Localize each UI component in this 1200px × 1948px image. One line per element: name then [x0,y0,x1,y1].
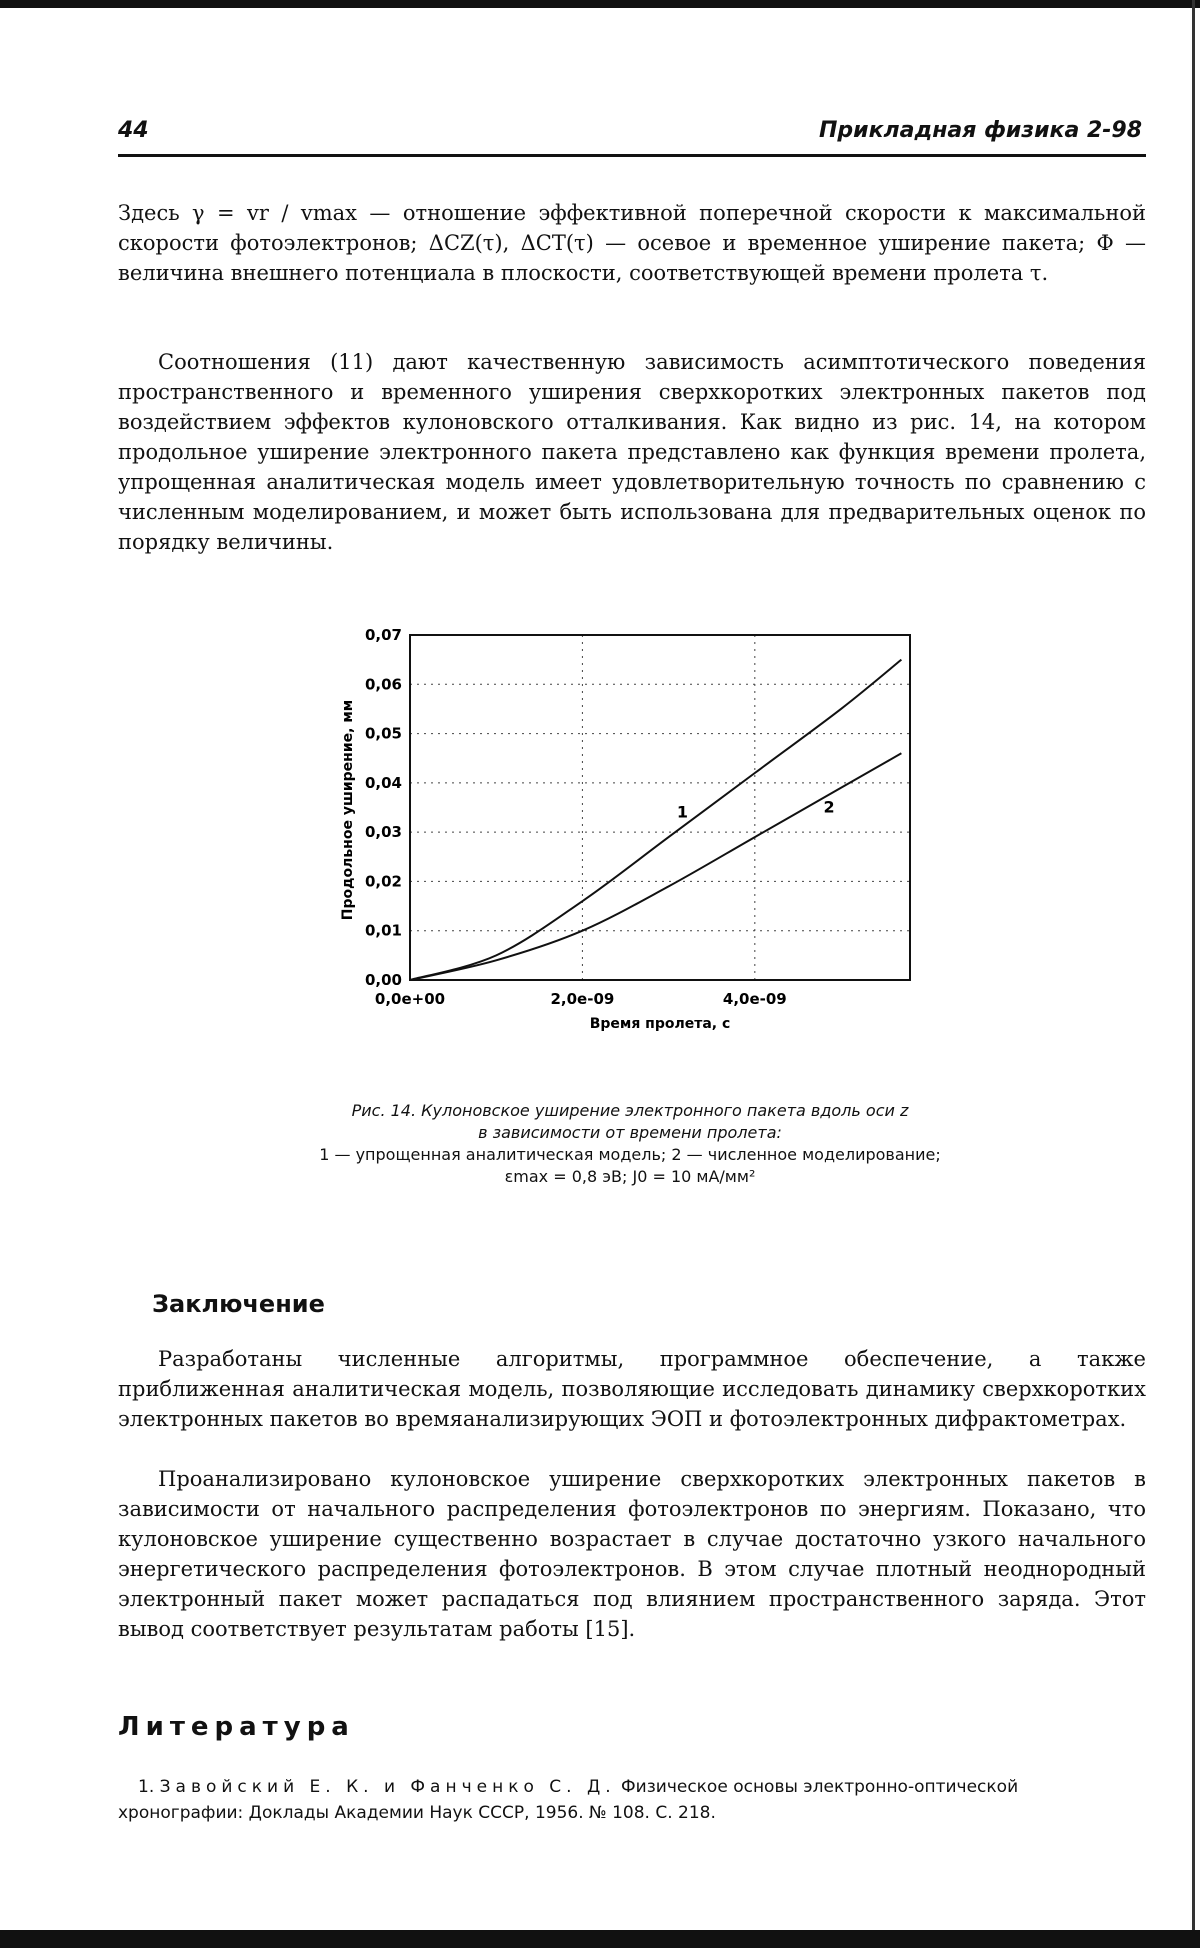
y-axis-label: Продольное уширение, мм [340,699,356,921]
x-tick-label: 0,0e+00 [374,990,446,1008]
conclusion-paragraph-2: Проанализировано кулоновское уширение сверхкоротких электронных пакетов в зависимости от начального распределения фотоэлектронов по энергиям. Показано, что кулоновское уширение существенно возрастает в случае достаточно узкого начального энергетического распределения фотоэлектронов. В этом случае плотный неоднородный электронный пакет может распадаться под влиянием пространственного заряда. Этот вывод соответствует результатам работы [15]. [118,1467,1146,1641]
y-tick-label: 0,03 [364,823,402,842]
y-tick-label: 0,06 [364,675,402,694]
caption-line-4: εmax = 0,8 эВ; J0 = 10 мА/мм² [504,1167,756,1186]
y-tick-label: 0,04 [364,773,402,792]
series-label-2: 2 [823,797,835,817]
y-tick-labels [365,626,402,989]
y-tick-label: 0,00 [364,971,402,989]
scan-border-bottom [0,1930,1200,1948]
journal-title: Прикладная физика 2-98 [819,118,1142,143]
reference-item [118,1774,1146,1826]
y-tick-label: 0,01 [364,921,402,940]
conclusion-heading: Заключение [152,1290,325,1318]
series-label-1: 1 [676,802,689,822]
figure-caption [220,1100,1040,1188]
caption-line-3: 1 — упрощенная аналитическая модель; 2 — численное моделирование; [319,1145,941,1164]
x-tick-label: 4,0e-09 [722,990,787,1008]
paragraph-relations: Соотношения (11) дают качественную зависимость асимптотического поведения пространственного и временного уширения сверхкоротких электронных пакетов под воздействием эффектов кулоновского отталкивания. Как видно из рис. 14, на котором продольное уширение электронного пакета представлено как функция времени пролета, упрощенная аналитическая модель имеет удовлетворительную точность по сравнению с численным моделированием, и может быть использована для предварительных оценок по порядку величины. [118,350,1146,554]
page-header [118,114,1146,157]
reference-text: Физическое основы электронно-оптической хронографии: Доклады Академии Наук СССР, 1956. № 108. С. 218. [118,1777,1019,1823]
reference-number: 1. [138,1777,155,1797]
x-tick-label: 2,0e-09 [550,990,615,1008]
scan-border-top [0,0,1200,8]
broadening-chart [330,620,930,1040]
plot-frame [410,635,910,980]
series-line-2 [410,753,901,980]
caption-line-1: Рис. 14. Кулоновское уширение электронного пакета вдоль оси z [351,1101,909,1120]
series-line-1 [410,660,901,980]
reference-authors: Завойский Е. К. и Фанченко С. Д. [159,1777,616,1797]
page-number: 44 [118,118,149,143]
references-heading: Литература [118,1712,355,1742]
caption-line-2: в зависимости от времени пролета: [478,1123,782,1142]
y-tick-label: 0,02 [364,872,402,891]
paragraph-definitions: Здесь γ = vr / vmax — отношение эффективной поперечной скорости к максимальной скорости фотоэлектронов; ΔCZ(τ), ΔCT(τ) — осевое и временное уширение пакета; Φ — величина внешнего потенциала в плоскости, соответствующей времени пролета τ. [118,201,1146,285]
x-axis-label: Время пролета, с [589,1016,731,1032]
conclusion-paragraph-1: Разработаны численные алгоритмы, программное обеспечение, а также приближенная аналитическая модель, позволяющие исследовать динамику сверхкоротких электронных пакетов во времяанализирующих ЭОП и фотоэлектронных дифрактометрах. [118,1347,1146,1431]
chart-grid [410,635,910,980]
y-tick-label: 0,07 [364,626,402,644]
y-tick-label: 0,05 [364,724,402,743]
x-tick-labels [375,990,787,1008]
scan-border-right [1192,0,1195,1948]
